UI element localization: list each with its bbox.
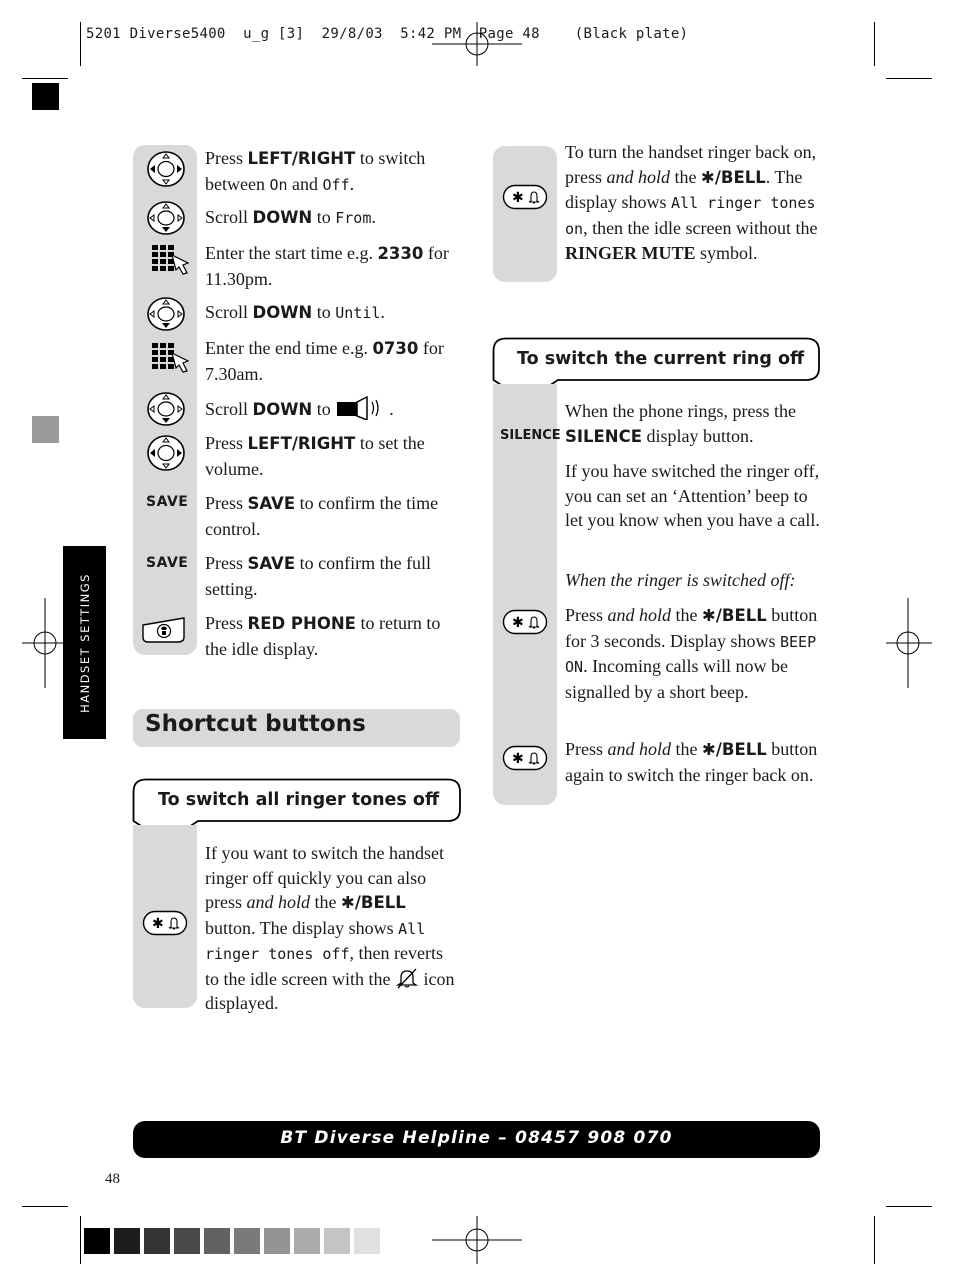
ring-off-p1: When the phone rings, press the SILENCE display button. — [565, 401, 796, 446]
key-down: DOWN — [252, 208, 313, 227]
lcd-off: Off — [322, 175, 350, 194]
step-4: Scroll DOWN to Until. — [205, 302, 385, 322]
step-9: Press SAVE to confirm the full setting. — [205, 553, 432, 599]
side-tab-label: HANDSET SETTINGS — [77, 572, 92, 713]
step-2: Scroll DOWN to From. — [205, 207, 376, 227]
svg-text:✱: ✱ — [512, 190, 524, 206]
right-top-icon-column — [493, 146, 557, 282]
keypad-icon — [150, 341, 192, 373]
ringer-mute-icon — [395, 967, 419, 989]
red-phone-icon — [140, 615, 188, 645]
section-marker-grey — [32, 416, 59, 443]
volume-icon — [335, 396, 389, 420]
key-save: SAVE — [247, 554, 296, 573]
key-left-right: LEFT/RIGHT — [247, 149, 356, 168]
lcd-all-ringer-tones-on: All ringer tones on — [565, 194, 816, 238]
lcd-until: Until — [335, 304, 381, 322]
nav-down-icon — [146, 391, 186, 427]
svg-text:✱: ✱ — [512, 615, 524, 631]
ringer-mute-label: RINGER MUTE — [565, 243, 696, 263]
key-left-right: LEFT/RIGHT — [247, 434, 356, 453]
section-marker-black — [32, 83, 59, 110]
key-save: SAVE — [247, 494, 296, 513]
callout-all-off-title: To switch all ringer tones off — [158, 790, 440, 810]
helpline-text: BT Diverse Helpline – 08457 908 070 — [280, 1128, 673, 1148]
nav-down-icon — [146, 296, 186, 332]
step-5: Enter the end time e.g. 0730 for 7.30am. — [205, 338, 444, 384]
save-button-label: SAVE — [146, 555, 189, 571]
key-star-bell: ✱/BELL — [341, 893, 406, 912]
all-off-text: If you want to switch the handset ringer off quickly you can also press and hold the ✱/BELL button. The display shows All ringer tones off, then reverts to the idle screen with the icon displayed. — [205, 843, 455, 1013]
key-star-bell: ✱/BELL — [701, 167, 766, 187]
page-number: 48 — [105, 1171, 120, 1187]
step-10: Press RED PHONE to return to the idle display. — [205, 613, 441, 659]
star-bell-button-icon — [502, 184, 548, 210]
key-2330: 2330 — [377, 244, 424, 263]
key-star-bell: ✱/BELL — [702, 740, 767, 759]
lcd-from: From — [335, 209, 372, 227]
svg-text:✱: ✱ — [512, 751, 524, 767]
lcd-all-ringer-tones-off: All ringer tones off — [205, 919, 426, 963]
step-3: Enter the start time e.g. 2330 for 11.30pm. — [205, 243, 449, 289]
silence-button-label: SILENCE — [500, 428, 561, 443]
key-star-bell: ✱/BELL — [702, 606, 767, 625]
nav-left-right-icon — [146, 434, 186, 472]
key-down: DOWN — [252, 303, 313, 322]
side-tab — [63, 546, 106, 739]
ring-off-p2: If you have switched the ringer off, you can set an ‘Attention’ beep to let you know when you have a call. — [565, 461, 820, 530]
key-0730: 0730 — [372, 339, 419, 358]
key-red-phone: RED PHONE — [247, 614, 356, 633]
callout-ring-off-title: To switch the current ring off — [517, 349, 805, 369]
ring-off-p4: Press and hold the ✱/BELL button for 3 seconds. Display shows BEEP ON. Incoming calls will now be signalled by a short beep. — [565, 605, 818, 702]
lcd-beep-on: BEEP ON — [565, 632, 817, 676]
star-bell-button-icon — [142, 910, 188, 936]
ring-off-p5: Press and hold the ✱/BELL button again to switch the ringer back on. — [565, 739, 818, 785]
shortcut-title: Shortcut buttons — [145, 711, 366, 737]
helpline-bar — [133, 1121, 820, 1158]
key-silence: SILENCE — [565, 426, 642, 446]
callout-ring-off — [492, 337, 822, 383]
shortcut-heading — [133, 709, 460, 747]
star-bell-button-icon — [502, 745, 548, 771]
nav-left-right-icon — [146, 150, 186, 188]
star-bell-button-icon — [502, 609, 548, 635]
key-down: DOWN — [252, 400, 313, 419]
ring-off-icon-column — [493, 384, 557, 805]
callout-all-off — [132, 778, 462, 824]
svg-text:✱: ✱ — [152, 916, 164, 932]
ringer-on-text: To turn the handset ringer back on, press and hold the ✱/BELL. The display shows All ringer tones on, then the idle screen without the RINGER MUTE symbol. — [565, 142, 818, 263]
step-8: Press SAVE to confirm the time control. — [205, 493, 439, 539]
step-7: Press LEFT/RIGHT to set the volume. — [205, 433, 425, 479]
step-6: Scroll DOWN to . — [205, 396, 455, 423]
keypad-icon — [150, 243, 192, 275]
print-header: 5201 Diverse5400 u_g [3] 29/8/03 5:42 PM Page 48 (Black plate) — [86, 26, 689, 42]
step-1: Press LEFT/RIGHT to switch between On and Off. — [205, 148, 426, 194]
nav-down-icon — [146, 200, 186, 236]
lcd-on: On — [269, 175, 288, 194]
save-button-label: SAVE — [146, 494, 189, 510]
ring-off-p3: When the ringer is switched off: — [565, 570, 796, 590]
